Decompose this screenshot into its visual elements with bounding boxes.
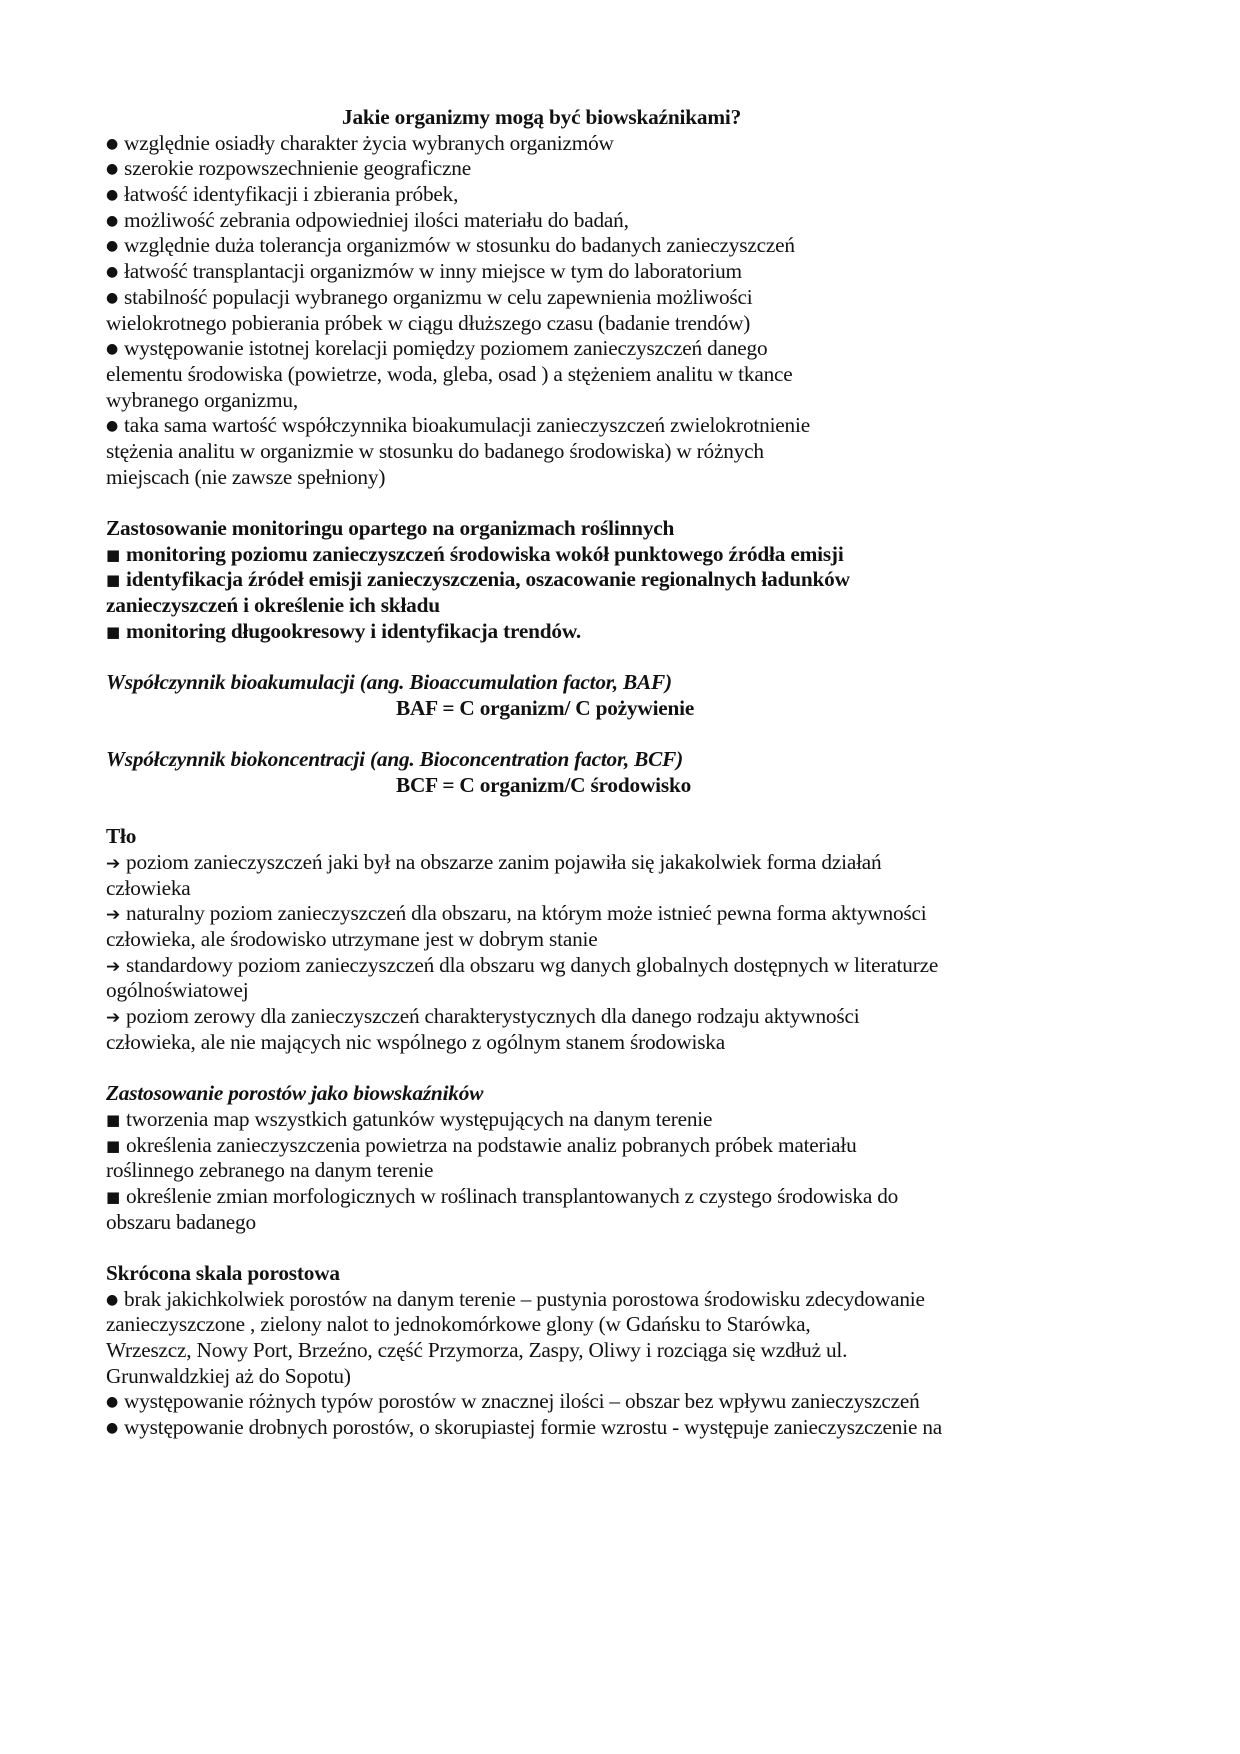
line-text: łatwość transplantacji organizmów w inny miejsce w tym do laboratorium <box>124 259 742 284</box>
continuation-line <box>106 876 1126 902</box>
line-text: Grunwaldzkiej aż do Sopotu) <box>106 1363 351 1388</box>
line-text: wielokrotnego pobierania próbek w ciągu dłuższego czasu (badanie trendów) <box>106 310 751 335</box>
line-text: określenia zanieczyszczenia powietrza na podstawie analiz pobranych próbek materiału <box>125 1132 857 1157</box>
section-porosty <box>106 1081 1126 1235</box>
line-text: ogólnoświatowej <box>106 978 249 1003</box>
square-bullet-icon: ■ <box>106 545 120 564</box>
bullet-item <box>106 1184 1126 1210</box>
section-heading <box>106 1261 1126 1287</box>
bullet-item <box>106 567 1126 593</box>
square-bullet-icon: ■ <box>106 622 120 641</box>
arrow-item <box>106 1004 1126 1030</box>
line-text: identyfikacja źródeł emisji zanieczyszczenia, oszacowanie regionalnych ładunków <box>125 567 850 592</box>
line-text: Zastosowanie monitoringu opartego na organizmach roślinnych <box>106 516 675 540</box>
line-text: obszaru badanego <box>106 1209 256 1234</box>
line-text: taka sama wartość współczynnika bioakumulacji zanieczyszczeń zwielokrotnienie <box>124 413 810 438</box>
bullet-item <box>106 233 1126 259</box>
section-tlo <box>106 824 1126 1055</box>
bullet-item <box>106 285 1126 311</box>
formula <box>106 696 1126 722</box>
continuation-line <box>106 1338 1126 1364</box>
bullet-item <box>106 1287 1126 1313</box>
paragraph-gap <box>106 1235 1126 1261</box>
paragraph-gap <box>106 722 1126 748</box>
bullet-icon: ● <box>106 289 119 306</box>
bullet-icon: ● <box>106 341 119 358</box>
line-text: Wrzeszcz, Nowy Port, Brzeźno, część Przymorza, Zaspy, Oliwy i rozciąga się wzdłuż ul. <box>106 1338 848 1362</box>
arrow-item <box>106 953 1126 979</box>
bullet-item <box>106 1107 1126 1133</box>
line-text: monitoring długookresowy i identyfikacja trendów. <box>125 618 582 643</box>
bullet-icon: ● <box>106 187 119 204</box>
line-text: występowanie różnych typów porostów w znacznej ilości – obszar bez wpływu zanieczyszczeń <box>124 1389 920 1414</box>
bullet-item <box>106 1389 1126 1415</box>
paragraph-gap <box>106 490 1126 516</box>
section-baf <box>106 670 1126 721</box>
line-text: stabilność populacji wybranego organizmu w celu zapewnienia możliwości <box>124 284 753 309</box>
bullet-icon: ● <box>106 264 119 281</box>
arrow-right-icon: ➔ <box>106 853 121 874</box>
bullet-item <box>106 131 1126 157</box>
line-text: BCF = C organizm/C środowisko <box>396 772 692 797</box>
continuation-line <box>106 1158 1126 1184</box>
line-text: standardowy poziom zanieczyszczeń dla obszaru wg danych globalnych dostępnych w literaturze <box>126 952 939 977</box>
line-text: łatwość identyfikacji i zbierania próbek, <box>124 182 459 207</box>
bullet-icon: ● <box>106 238 119 255</box>
continuation-line <box>106 1312 1126 1338</box>
section-heading-italic <box>106 670 1126 696</box>
line-text: poziom zerowy dla zanieczyszczeń charakterystycznych dla danego rodzaju aktywności <box>126 1004 860 1029</box>
line-text: zanieczyszczeń i określenie ich składu <box>106 593 440 618</box>
bullet-item <box>106 1415 1126 1441</box>
bullet-icon: ● <box>106 212 119 229</box>
arrow-item <box>106 850 1126 876</box>
bullet-icon: ● <box>106 1420 119 1437</box>
line-text: Tło <box>106 824 137 849</box>
line-text: względnie duża tolerancja organizmów w stosunku do badanych zanieczyszczeń <box>124 233 795 258</box>
line-text: naturalny poziom zanieczyszczeń dla obszaru, na którym może istnieć pewna forma aktywności <box>126 901 927 926</box>
line-text: roślinnego zebranego na danym terenie <box>106 1158 434 1183</box>
continuation-line <box>106 978 1126 1004</box>
line-text: miejscach (nie zawsze spełniony) <box>106 464 386 489</box>
section-skala <box>106 1261 1126 1441</box>
arrow-right-icon: ➔ <box>106 1008 121 1029</box>
line-text: człowieka, ale nie mających nic wspólnego z ogólnym stanem środowiska <box>106 1029 726 1054</box>
continuation-line <box>106 439 1126 465</box>
bullet-item <box>106 156 1126 182</box>
line-text: względnie osiadły charakter życia wybranych organizmów <box>124 130 614 155</box>
document-page <box>106 105 1126 1441</box>
continuation-line <box>106 311 1126 337</box>
continuation-line <box>106 1030 1126 1056</box>
bullet-item <box>106 182 1126 208</box>
arrow-item <box>106 901 1126 927</box>
continuation-line <box>106 388 1126 414</box>
line-text: występowanie istotnej korelacji pomiędzy poziomem zanieczyszczeń danego <box>124 336 768 361</box>
bullet-icon: ● <box>106 1394 119 1411</box>
line-text: określenie zmian morfologicznych w roślinach transplantowanych z czystego środowiska do <box>125 1183 899 1208</box>
bullet-item <box>106 336 1126 362</box>
line-text: Jakie organizmy mogą być biowskaźnikami? <box>342 105 742 129</box>
document-title <box>106 105 1126 131</box>
paragraph-gap <box>106 644 1126 670</box>
continuation-line <box>106 1364 1126 1390</box>
arrow-right-icon: ➔ <box>106 905 121 926</box>
line-text: możliwość zebrania odpowiedniej ilości materiału do badań, <box>124 207 629 232</box>
continuation-line <box>106 362 1126 388</box>
line-text: zanieczyszczone , zielony nalot to jednokomórkowe glony (w Gdańsku to Starówka, <box>106 1312 811 1337</box>
line-text: wybranego organizmu, <box>106 387 298 412</box>
section-bcf <box>106 747 1126 798</box>
section-biowskazniki <box>106 105 1126 490</box>
bullet-icon: ● <box>106 1291 119 1308</box>
bullet-item <box>106 619 1126 645</box>
paragraph-gap <box>106 1055 1126 1081</box>
bullet-item <box>106 413 1126 439</box>
line-text: Zastosowanie porostów jako biowskaźników <box>106 1081 484 1106</box>
line-text: poziom zanieczyszczeń jaki był na obszarze zanim pojawiła się jakakolwiek forma działań <box>126 849 882 874</box>
continuation-line <box>106 927 1126 953</box>
section-monitoring-roslinny <box>106 516 1126 644</box>
bullet-item <box>106 208 1126 234</box>
continuation-line <box>106 593 1126 619</box>
line-text: człowieka <box>106 875 191 900</box>
bullet-item <box>106 259 1126 285</box>
line-text: Współczynnik bioakumulacji (ang. Bioaccumulation factor, BAF) <box>106 670 672 695</box>
line-text: szerokie rozpowszechnienie geograficzne <box>124 156 471 181</box>
line-text: stężenia analitu w organizmie w stosunku do badanego środowiska) w różnych <box>106 438 764 463</box>
square-bullet-icon: ■ <box>106 1187 120 1206</box>
section-heading <box>106 824 1126 850</box>
section-heading <box>106 516 1126 542</box>
bullet-icon: ● <box>106 161 119 178</box>
line-text: Współczynnik biokoncentracji (ang. Bioconcentration factor, BCF) <box>106 747 684 772</box>
line-text: brak jakichkolwiek porostów na danym terenie – pustynia porostowa środowisku zdecydowanie <box>124 1286 925 1311</box>
continuation-line <box>106 465 1126 491</box>
continuation-line <box>106 1210 1126 1236</box>
line-text: elementu środowiska (powietrze, woda, gleba, osad ) a stężeniem analitu w tkance <box>106 361 793 386</box>
line-text: monitoring poziomu zanieczyszczeń środowiska wokół punktowego źródła emisji <box>125 541 844 566</box>
bullet-item <box>106 1133 1126 1159</box>
formula <box>106 773 1126 799</box>
bullet-icon: ● <box>106 418 119 435</box>
arrow-right-icon: ➔ <box>106 956 121 977</box>
square-bullet-icon: ■ <box>106 1136 120 1155</box>
bullet-icon: ● <box>106 135 119 152</box>
square-bullet-icon: ■ <box>106 1110 120 1129</box>
line-text: Skrócona skala porostowa <box>106 1260 340 1285</box>
section-heading-italic <box>106 1081 1126 1107</box>
line-text: występowanie drobnych porostów, o skorupiastej formie wzrostu - występuje zanieczyszczenie na <box>124 1415 943 1440</box>
line-text: tworzenia map wszystkich gatunków występujących na danym terenie <box>125 1106 713 1131</box>
square-bullet-icon: ■ <box>106 571 120 590</box>
paragraph-gap <box>106 799 1126 825</box>
line-text: człowieka, ale środowisko utrzymane jest w dobrym stanie <box>106 927 598 951</box>
bullet-item <box>106 542 1126 568</box>
line-text: BAF = C organizm/ C pożywienie <box>396 695 695 720</box>
section-heading-italic <box>106 747 1126 773</box>
